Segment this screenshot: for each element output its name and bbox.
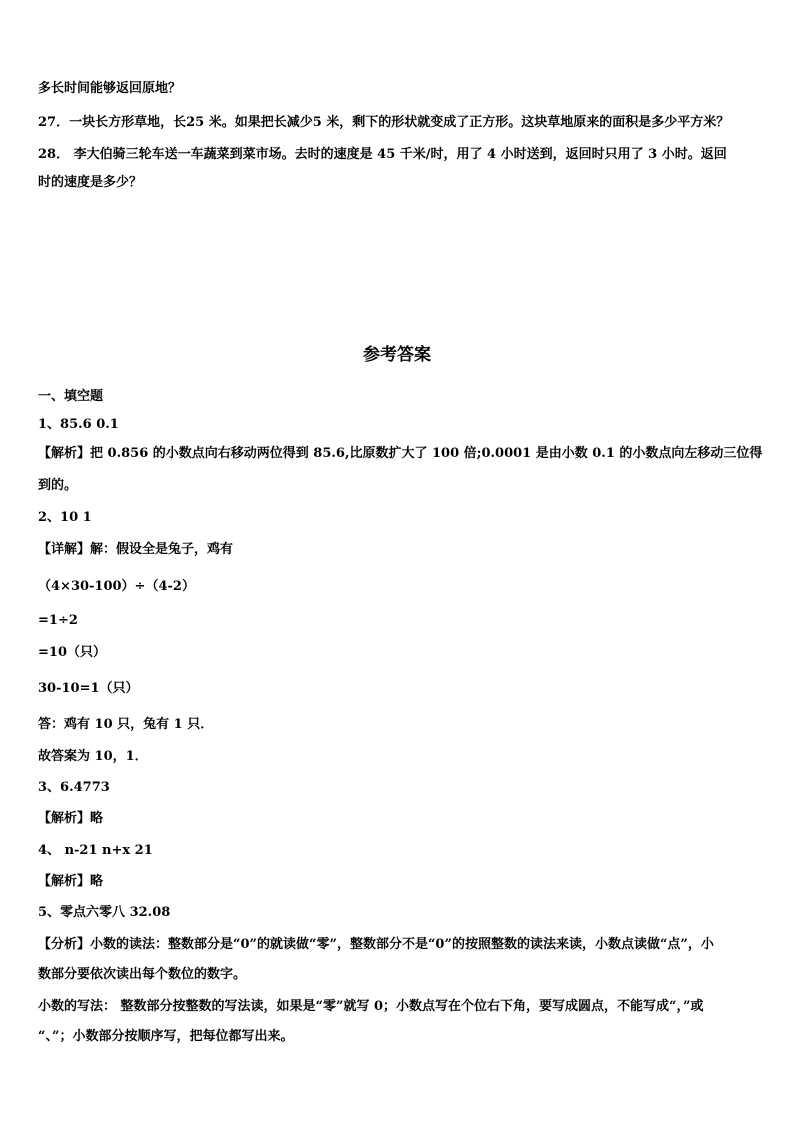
answer-2: 2、10 1 — [38, 510, 92, 525]
answer-5: 5、零点六零八 32.08 — [38, 905, 171, 920]
answer-4: 4、 n-21 n+x 21 — [38, 843, 153, 858]
answer-2-reply: 答：鸡有 10 只，兔有 1 只． — [38, 717, 214, 732]
answer-2-detail: 【详解】解：假设全是兔子，鸡有 — [38, 542, 234, 557]
answer-5-writing-line-1: 小数的写法： 整数部分按整数的写法读，如果是“零”就写 0；小数点写在个位右下角，要写成圆点，不能写成“，”或 — [38, 999, 704, 1014]
question-28-line-2: 时的速度是多少？ — [38, 175, 143, 190]
answer-1-analysis-line-2: 到的。 — [38, 478, 78, 493]
question-26-tail: 多长时间能够返回原地？ — [38, 81, 182, 96]
answer-2-conclusion: 故答案为 10，1． — [38, 749, 148, 764]
question-27: 27．一块长方形草地，长25 米。如果把长减少5 米，剩下的形状就变成了正方形。这块草地原来的面积是多少平方米？ — [38, 115, 730, 130]
answer-3: 3、6.4773 — [38, 780, 110, 795]
answer-2-step-3: =10（只） — [38, 645, 106, 660]
answer-3-analysis: 【解析】略 — [38, 811, 104, 826]
answer-5-writing-line-2: “、”；小数部分按顺序写，把每位都写出来。 — [38, 1029, 294, 1044]
answer-1: 1、85.6 0.1 — [38, 417, 119, 432]
answer-4-analysis: 【解析】略 — [38, 874, 104, 889]
answer-key-title: 参考答案 — [363, 345, 431, 365]
section-heading-fill-blank: 一、填空题 — [38, 389, 104, 404]
answer-2-step-2: =1÷2 — [38, 613, 78, 628]
answer-2-step-1: （4×30-100）÷（4-2） — [38, 579, 195, 594]
answer-5-analysis-line-2: 数部分要依次读出每个数位的数字。 — [38, 967, 247, 982]
answer-2-step-4: 30-10=1（只） — [38, 681, 139, 696]
answer-5-analysis-line-1: 【分析】小数的读法：整数部分是“0”的就读做“零”，整数部分不是“0”的按照整数的读法来读，小数点读做“点”，小 — [38, 937, 714, 952]
question-28-line-1: 28． 李大伯骑三轮车送一车蔬菜到菜市场。去时的速度是 45 千米/时，用了 4 小时送到，返回时只用了 3 小时。返回 — [38, 147, 727, 162]
answer-1-analysis-line-1: 【解析】把 0.856 的小数点向右移动两位得到 85.6,比原数扩大了 100 倍;0.0001 是由小数 0.1 的小数点向左移动三位得 — [38, 446, 763, 461]
